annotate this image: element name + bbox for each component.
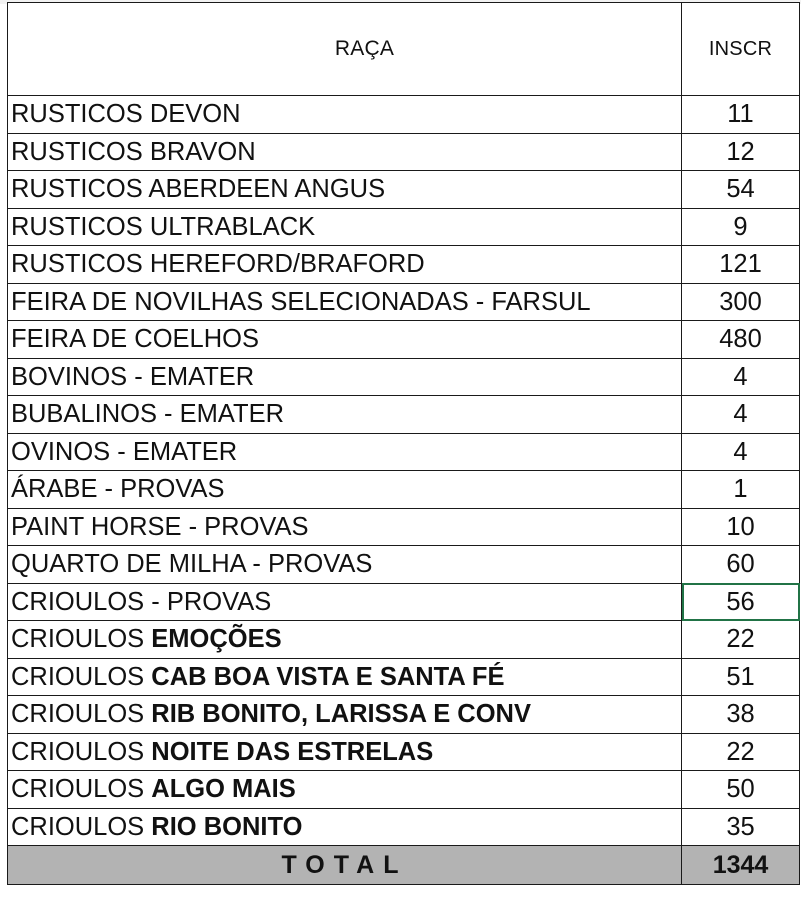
table-row bbox=[8, 508, 800, 546]
breed-cell[interactable] bbox=[8, 658, 682, 696]
inscr-cell[interactable]: 54 bbox=[682, 171, 800, 209]
breed-cell[interactable] bbox=[8, 508, 682, 546]
breed-name: RUSTICOS DEVON bbox=[11, 100, 241, 129]
table-body bbox=[8, 96, 800, 846]
inscr-cell[interactable]: 22 bbox=[682, 621, 800, 659]
breed-name: BOVINOS - EMATER bbox=[11, 362, 255, 391]
inscr-cell[interactable]: 4 bbox=[682, 433, 800, 471]
total-value[interactable]: 1344 bbox=[682, 846, 800, 885]
breed-cell[interactable] bbox=[8, 396, 682, 434]
breed-name: FEIRA DE COELHOS bbox=[11, 325, 259, 354]
breed-name: CRIOULOS bbox=[11, 775, 152, 804]
table-row bbox=[8, 771, 800, 809]
table-row bbox=[8, 396, 800, 434]
breed-name: BUBALINOS - EMATER bbox=[11, 400, 284, 429]
header-raca[interactable]: RAÇA bbox=[8, 3, 682, 96]
breed-cell[interactable] bbox=[8, 733, 682, 771]
total-row bbox=[8, 846, 800, 885]
inscr-cell[interactable]: 50 bbox=[682, 771, 800, 809]
breed-name-bold: ALGO MAIS bbox=[151, 775, 296, 804]
inscr-cell[interactable]: 4 bbox=[682, 396, 800, 434]
breed-cell[interactable] bbox=[8, 808, 682, 846]
breed-cell[interactable] bbox=[8, 771, 682, 809]
breed-cell[interactable] bbox=[8, 583, 682, 621]
table-row bbox=[8, 733, 800, 771]
breed-cell[interactable] bbox=[8, 696, 682, 734]
breed-name-bold: RIO BONITO bbox=[151, 812, 303, 841]
table-row bbox=[8, 808, 800, 846]
breed-cell[interactable] bbox=[8, 171, 682, 209]
breed-name: RUSTICOS BRAVON bbox=[11, 137, 256, 166]
total-label[interactable]: TOTAL bbox=[8, 846, 682, 885]
breed-name-bold: RIB BONITO, LARISSA E CONV bbox=[151, 700, 531, 729]
breed-name: QUARTO DE MILHA - PROVAS bbox=[11, 550, 373, 579]
inscr-cell[interactable]: 60 bbox=[682, 546, 800, 584]
breed-name: CRIOULOS - PROVAS bbox=[11, 587, 272, 616]
breed-name: FEIRA DE NOVILHAS SELECIONADAS - FARSUL bbox=[11, 287, 591, 316]
table-row bbox=[8, 246, 800, 284]
breed-name: CRIOULOS bbox=[11, 737, 152, 766]
inscr-cell[interactable]: 38 bbox=[682, 696, 800, 734]
inscr-cell[interactable]: 10 bbox=[682, 508, 800, 546]
table-row bbox=[8, 208, 800, 246]
header-row bbox=[8, 3, 800, 96]
breed-name: CRIOULOS bbox=[11, 625, 152, 654]
inscr-cell[interactable]: 12 bbox=[682, 133, 800, 171]
inscr-cell[interactable]: 22 bbox=[682, 733, 800, 771]
inscr-cell[interactable]: 9 bbox=[682, 208, 800, 246]
breed-name: CRIOULOS bbox=[11, 812, 152, 841]
breed-name: RUSTICOS ABERDEEN ANGUS bbox=[11, 175, 386, 204]
breed-cell[interactable] bbox=[8, 208, 682, 246]
registrations-table bbox=[7, 2, 800, 885]
inscr-cell[interactable]: 1 bbox=[682, 471, 800, 509]
breed-name: ÁRABE - PROVAS bbox=[11, 475, 225, 504]
table-row bbox=[8, 133, 800, 171]
breed-cell[interactable] bbox=[8, 546, 682, 584]
breed-cell[interactable] bbox=[8, 283, 682, 321]
table-row bbox=[8, 471, 800, 509]
breed-name: CRIOULOS bbox=[11, 662, 152, 691]
table-row bbox=[8, 621, 800, 659]
inscr-cell[interactable]: 35 bbox=[682, 808, 800, 846]
table-row bbox=[8, 171, 800, 209]
breed-cell[interactable] bbox=[8, 246, 682, 284]
breed-cell[interactable] bbox=[8, 358, 682, 396]
table-row bbox=[8, 658, 800, 696]
inscr-cell[interactable]: 51 bbox=[682, 658, 800, 696]
breed-cell[interactable] bbox=[8, 433, 682, 471]
breed-cell[interactable] bbox=[8, 471, 682, 509]
inscr-cell[interactable]: 11 bbox=[682, 96, 800, 134]
breed-name-bold: EMOÇÕES bbox=[151, 625, 282, 654]
inscr-cell[interactable]: 121 bbox=[682, 246, 800, 284]
breed-name-bold: NOITE DAS ESTRELAS bbox=[151, 737, 434, 766]
breed-name: RUSTICOS HEREFORD/BRAFORD bbox=[11, 250, 425, 279]
inscr-cell[interactable]: 4 bbox=[682, 358, 800, 396]
table-row bbox=[8, 583, 800, 621]
breed-name-bold: CAB BOA VISTA E SANTA FÉ bbox=[151, 662, 505, 691]
table-header bbox=[8, 3, 800, 96]
breed-cell[interactable] bbox=[8, 621, 682, 659]
table-row bbox=[8, 546, 800, 584]
table-row bbox=[8, 321, 800, 359]
breed-cell[interactable] bbox=[8, 321, 682, 359]
breed-cell[interactable] bbox=[8, 133, 682, 171]
inscr-cell-selected[interactable]: 56 bbox=[682, 583, 800, 621]
table-row bbox=[8, 696, 800, 734]
inscr-cell[interactable]: 480 bbox=[682, 321, 800, 359]
breed-cell[interactable] bbox=[8, 96, 682, 134]
breed-name: CRIOULOS bbox=[11, 700, 152, 729]
inscr-cell[interactable]: 300 bbox=[682, 283, 800, 321]
breed-name: PAINT HORSE - PROVAS bbox=[11, 512, 309, 541]
header-inscr[interactable]: INSCR bbox=[682, 3, 800, 96]
table-row bbox=[8, 283, 800, 321]
table-row bbox=[8, 433, 800, 471]
table-footer bbox=[8, 846, 800, 885]
breed-name: OVINOS - EMATER bbox=[11, 437, 238, 466]
table-row bbox=[8, 96, 800, 134]
table-row bbox=[8, 358, 800, 396]
breed-name: RUSTICOS ULTRABLACK bbox=[11, 212, 316, 241]
